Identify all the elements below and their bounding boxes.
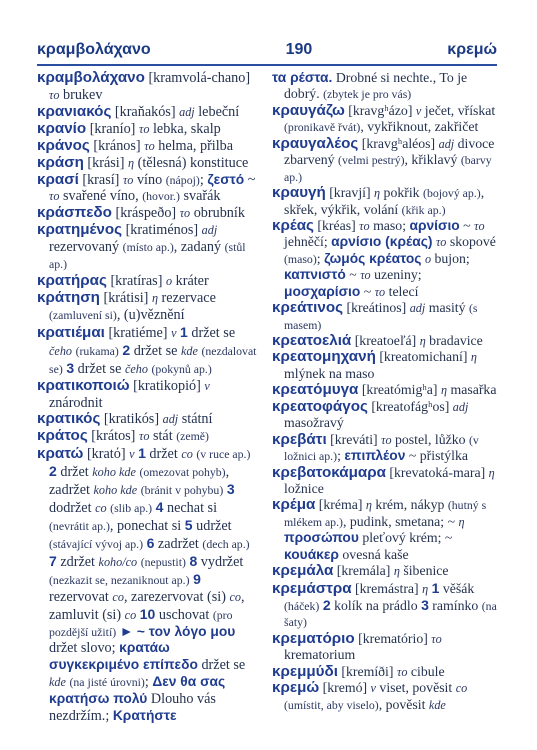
definition-text: ~	[360, 283, 375, 299]
headword: κρέμα	[272, 496, 316, 514]
dictionary-entry	[37, 172, 259, 206]
definition-text: ;	[337, 448, 345, 464]
definition-text: znárodnit	[49, 394, 103, 411]
grammar-label: το	[49, 87, 60, 102]
header-right-guide-word: κρεμώ	[447, 41, 497, 58]
headword: κρεατοελιά	[272, 332, 352, 349]
page-number: 190	[285, 41, 313, 58]
sense-number: 2	[322, 597, 331, 613]
header-left-guide-word: κραμβολάχανο	[37, 41, 151, 58]
grammar-label: η	[458, 514, 465, 529]
sense-number: 2	[49, 463, 57, 480]
grammar-label: co	[95, 501, 107, 516]
headword: κραυγαλέος	[272, 134, 359, 152]
grammar-label: η	[419, 334, 426, 348]
usage-note: (na šaty)	[284, 599, 497, 630]
definition-text: [kravjí]	[325, 185, 375, 201]
definition-text: pleťový krém; ~	[358, 530, 453, 546]
headword: κρεβατοκάμαρα	[272, 463, 386, 481]
grammar-label: το	[138, 429, 150, 444]
dictionary-entry	[37, 138, 259, 155]
definition-text: svařák	[179, 188, 221, 205]
grammar-label: η	[488, 465, 495, 480]
grammar-label: co	[181, 447, 193, 462]
usage-note: (maso)	[284, 251, 317, 266]
definition-text: [kratiménos]	[122, 222, 202, 239]
headword: κρεατόμυγα	[272, 381, 359, 399]
dictionary-entry	[272, 333, 500, 349]
usage-note: (rukama)	[75, 343, 119, 358]
definition-text: , pudink, smetana; ~	[342, 513, 459, 529]
sense-number: 3	[226, 481, 235, 498]
dictionary-entry	[272, 382, 500, 398]
definition-text: [kremála]	[333, 563, 394, 579]
dictionary-entry	[272, 580, 500, 631]
dictionary-entry	[272, 349, 500, 382]
definition-text: , zarezervovat (si)	[123, 588, 230, 605]
definition-text: mlýnek na maso	[284, 365, 375, 381]
grammar-label: koho kde	[92, 465, 136, 480]
dictionary-entry	[37, 378, 259, 412]
definition-text: lebeční	[194, 103, 240, 120]
usage-note: (háček)	[284, 599, 320, 613]
definition-text: [kremó]	[319, 680, 371, 696]
grammar-label: το	[359, 218, 370, 233]
headword: κραμβολάχανο	[37, 69, 145, 86]
headword: κρεμάλα	[272, 562, 334, 580]
right-column	[272, 70, 500, 713]
definition-text: [krános]	[89, 137, 145, 154]
definition-text: masitý	[425, 300, 469, 316]
definition-text: , (u)věznění	[116, 306, 185, 323]
definition-text: ~ přistýlka	[405, 448, 469, 464]
definition-text: [kratό]	[83, 446, 130, 463]
definition-text: divoce zbarvený	[284, 135, 495, 168]
definition-text: [kreatomichaní]	[375, 349, 471, 365]
grammar-label: η	[422, 581, 429, 596]
dictionary-entry	[272, 103, 500, 136]
grammar-label: η	[128, 155, 135, 170]
definition-text: dodržet	[49, 500, 96, 517]
definition-text: , ponechat si	[109, 517, 185, 534]
dictionary-entry	[37, 155, 259, 172]
definition-text: , zadržet	[49, 464, 230, 499]
definition-text: [kraňakós]	[111, 103, 180, 120]
grammar-label: koho/co	[98, 554, 138, 569]
definition-text: šibenice	[399, 563, 449, 579]
dictionary-entry	[272, 218, 500, 300]
definition-text: [krasí]	[78, 171, 123, 188]
phrase: Κρατήστε	[112, 708, 177, 724]
usage-note: (stávající vývoj ap.)	[49, 536, 144, 551]
grammar-label: adj	[162, 412, 179, 427]
definition-text: stát	[149, 428, 177, 445]
dictionary-entry	[37, 411, 259, 428]
dictionary-entry	[272, 497, 500, 563]
definition-text: [kratikopió]	[129, 377, 205, 394]
definition-text: držet se	[197, 657, 246, 674]
sense-number: 10	[139, 605, 156, 622]
definition-text: brukev	[59, 86, 103, 103]
definition-text: uschovat	[155, 606, 213, 623]
grammar-label: το	[138, 121, 150, 136]
phrase: κουάκερ	[284, 546, 339, 562]
sense-number: 2	[122, 341, 131, 358]
phrase: κρατάω συγκεκριμένο επίπεδο	[49, 640, 198, 673]
dictionary-entry	[272, 680, 500, 713]
usage-note: (pro pozdější užití)	[49, 607, 233, 639]
headword: κρανίο	[37, 119, 87, 137]
usage-note: (zbytek je pro vás)	[323, 87, 412, 102]
usage-note: (bránit v pohybu)	[140, 483, 224, 498]
dictionary-entry	[37, 205, 259, 222]
definition-text: , pověsit	[378, 696, 429, 712]
definition-text: bradavice	[425, 333, 483, 348]
definition-text: postel, lůžko	[391, 431, 469, 447]
dictionary-entry	[37, 445, 259, 725]
sense-number: 6	[146, 534, 155, 551]
usage-note: (pokynů ap.)	[151, 361, 212, 376]
dictionary-entry	[272, 70, 500, 103]
headword: κρατημένος	[37, 221, 123, 239]
grammar-label: adj	[438, 136, 455, 151]
grammar-label: co	[112, 589, 124, 604]
definition-text: zdržet	[56, 553, 99, 570]
definition-text: rezervovat	[49, 588, 113, 605]
grammar-label: adj	[201, 223, 218, 238]
definition-text: ~	[459, 217, 475, 233]
grammar-label: co	[229, 589, 242, 604]
headword: κρατώ	[37, 445, 84, 463]
dictionary-entry	[272, 631, 500, 664]
grammar-label: v	[415, 103, 422, 118]
usage-note: (v ložnici ap.)	[284, 432, 479, 464]
definition-text: maso;	[369, 217, 410, 233]
grammar-label: adj	[452, 399, 469, 414]
usage-note: (místo ap.)	[122, 240, 174, 255]
usage-note: (zamluvení si)	[49, 307, 117, 322]
definition-text: [kréas]	[313, 217, 360, 233]
grammar-label: το	[396, 664, 408, 679]
definition-text: nechat si	[163, 500, 218, 517]
headword: κρεατομηχανή	[272, 348, 376, 366]
sense-number: 3	[66, 359, 75, 376]
definition-text: [kreatoeľá]	[351, 333, 420, 348]
grammar-label: v	[370, 681, 376, 696]
grammar-label: το	[49, 189, 60, 204]
definition-text: [kreátinos]	[343, 300, 410, 316]
definition-text: ramínko	[428, 598, 482, 613]
dictionary-entry	[37, 273, 259, 290]
usage-note: (pronikavě řvát)	[284, 120, 361, 135]
grammar-label: το	[474, 218, 485, 233]
sense-number: 5	[184, 516, 193, 533]
dictionary-entry	[272, 563, 500, 579]
usage-note: (umístit, aby viselo)	[284, 697, 379, 712]
sense-number: 9	[193, 570, 201, 587]
phrase: προσώπου	[284, 530, 359, 546]
grammar-label: co	[124, 607, 137, 622]
grammar-label: koho kde	[93, 483, 138, 498]
definition-text: [krevatoká-mara]	[385, 464, 489, 480]
headword: κρασί	[37, 170, 79, 188]
definition-text: vydržet	[197, 553, 244, 570]
phrase: καπνιστό	[284, 267, 346, 283]
headword: κρεμμύδι	[272, 662, 338, 680]
dictionary-entry	[272, 465, 500, 498]
definition-text: držet slovo;	[49, 640, 120, 657]
definition-text: [kramvolá-chano]	[144, 70, 251, 86]
definition-text: svařené víno,	[59, 188, 143, 205]
definition-text: [kratiéme]	[104, 324, 172, 341]
dictionary-entry	[37, 290, 259, 324]
definition-text: rezervovaný	[49, 239, 123, 256]
definition-text: cibule	[407, 663, 445, 679]
usage-note: (bojový ap.)	[423, 186, 481, 201]
headword: κρεβάτι	[272, 430, 327, 448]
dictionary-entry	[272, 300, 500, 333]
definition-text: rezervace	[158, 289, 216, 306]
headword: κρέας	[272, 216, 314, 234]
usage-note: (hutný s mlékem ap.)	[284, 498, 487, 529]
grammar-label: v	[129, 447, 135, 462]
phrase: ζωμός κρέατος	[324, 250, 422, 266]
definition-text: , křiklavý	[404, 152, 461, 168]
usage-note: (slib ap.)	[110, 501, 153, 516]
usage-note: (barvy ap.)	[284, 153, 492, 184]
dictionary-entry	[37, 121, 259, 138]
usage-note: (křik ap.)	[401, 202, 446, 217]
grammar-label: το	[179, 206, 191, 221]
usage-note: (dech ap.)	[202, 536, 250, 551]
grammar-label: το	[144, 138, 155, 153]
dictionary-entry	[37, 70, 259, 104]
page-header	[37, 38, 497, 62]
grammar-label: ο	[165, 274, 173, 289]
definition-text: krém, nákyp	[371, 497, 448, 513]
definition-text: [kremástra]	[351, 580, 423, 596]
definition-text: [kreatómigʰa]	[358, 382, 441, 398]
definition-text: kráter	[172, 273, 209, 290]
grammar-label: čeho	[49, 343, 73, 358]
definition-text: držet se	[130, 342, 181, 359]
definition-text: [kréma]	[315, 497, 366, 513]
grammar-label: čeho	[124, 361, 148, 376]
grammar-label: η	[374, 186, 381, 201]
usage-note: (omezovat pohyb)	[139, 465, 226, 480]
definition-text: [kratikós]	[100, 411, 163, 428]
sense-number: 3	[421, 597, 429, 613]
header-rule	[37, 64, 497, 66]
headword: κράνος	[37, 136, 90, 154]
headword: κρεάτινος	[272, 299, 344, 317]
grammar-label: kde	[180, 343, 198, 358]
definition-text: ;	[144, 674, 153, 691]
definition-text: skopové	[446, 234, 496, 250]
headword: κράτος	[37, 427, 88, 445]
grammar-label: adj	[179, 104, 195, 119]
definition-text: zadržet	[154, 535, 203, 552]
usage-note: (nevrátit ap.)	[49, 518, 110, 533]
definition-text: držet	[56, 464, 93, 481]
dictionary-entry	[272, 136, 500, 185]
definition-text: [kreváti]	[326, 431, 382, 447]
definition-text: [krematório]	[354, 630, 432, 646]
grammar-label: η	[393, 564, 400, 579]
grammar-label: το	[122, 172, 134, 187]
definition-text: státní	[178, 411, 213, 428]
sense-number: 1	[138, 445, 146, 462]
headword: κρανιακός	[37, 102, 112, 120]
definition-text: ovesná kaše	[338, 546, 409, 562]
definition-text: [kráspeðo]	[111, 205, 180, 222]
headword: κραυγάζω	[272, 101, 345, 119]
definition-text: [kratíras]	[106, 273, 166, 290]
phrase: αρνίσιο	[409, 217, 460, 233]
headword: κρεμάστρα	[272, 579, 352, 597]
sense-number: 1	[180, 323, 188, 340]
definition-text: ~	[244, 171, 256, 188]
phrase: αρνίσιο (κρέας)	[331, 234, 433, 250]
grammar-label: v	[204, 378, 210, 393]
grammar-label: kde	[428, 697, 446, 712]
sense-number: 1	[431, 579, 440, 596]
phrase: μοσχαρίσιο	[284, 283, 361, 299]
phrase: ►	[119, 623, 134, 639]
dictionary-entry	[37, 222, 259, 273]
headword: κράσπεδο	[37, 204, 112, 222]
phrase: επιπλέον	[344, 448, 406, 464]
definition-text: lebka, skalp	[149, 120, 221, 137]
definition-text: [krátisi]	[99, 289, 152, 306]
headword: κρεατοφάγος	[272, 397, 368, 415]
usage-note: (nápoj)	[165, 172, 200, 187]
usage-note: (hovor.)	[142, 189, 180, 204]
phrase: ζεστό	[207, 171, 245, 187]
definition-text: [kreatofágʰos]	[367, 398, 453, 414]
definition-text: masožravý	[284, 415, 344, 431]
usage-note: (stůl ap.)	[49, 240, 246, 272]
definition-text: [kranío]	[86, 120, 139, 137]
dictionary-entry	[272, 399, 500, 432]
headword: κρεματόριο	[272, 629, 355, 647]
definition-text: pokřik	[380, 185, 424, 201]
definition-text: [krátos]	[87, 428, 139, 445]
grammar-label: η	[365, 498, 372, 513]
usage-note: (s masem)	[284, 301, 478, 332]
grammar-label: co	[455, 681, 468, 696]
definition-text: [kravgʰázo]	[344, 102, 416, 118]
sense-number: 8	[189, 552, 198, 569]
definition-text: , zamluvit (si)	[49, 588, 245, 623]
grammar-label: το	[431, 631, 442, 646]
grammar-label: η	[470, 350, 477, 365]
grammar-label: το	[381, 432, 392, 447]
definition-text: držet se	[74, 360, 125, 377]
definition-text: bujon;	[431, 250, 470, 266]
grammar-label: adj	[409, 301, 426, 316]
phrase: ~ τον λόγο μου	[136, 623, 236, 639]
definition-text: , skřek, výkřik, volání	[284, 185, 485, 217]
definition-text: krematorium	[284, 647, 356, 663]
headword: κρατιέμαι	[37, 323, 105, 341]
definition-text: viset, pověsit	[375, 680, 456, 696]
definition-text: [kremíði]	[337, 663, 397, 679]
definition-text: věšák	[439, 580, 475, 596]
grammar-label: το	[374, 284, 386, 299]
dictionary-entry	[272, 664, 500, 680]
definition-text: víno	[133, 171, 166, 188]
usage-note: (nezkazit se, nezaniknout ap.)	[49, 572, 190, 587]
grammar-label: η	[440, 383, 448, 398]
definition-text: obrubník	[190, 205, 245, 222]
grammar-label: η	[151, 290, 158, 305]
usage-note: (na jisté úrovni)	[69, 675, 145, 690]
definition-text: ječet, vřískat	[421, 102, 496, 118]
grammar-label: kde	[49, 675, 66, 690]
headword: κρατικός	[37, 410, 101, 428]
phrase: τα ρέστα.	[272, 70, 333, 85]
sense-number: 4	[155, 499, 164, 516]
headword: κρατικοποιώ	[37, 376, 130, 394]
usage-note: (nepustit)	[140, 554, 186, 569]
dictionary-entry	[37, 428, 259, 445]
grammar-label: ο	[424, 251, 432, 266]
usage-note: (v ruce ap.)	[196, 447, 251, 462]
grammar-label: v	[171, 325, 177, 340]
definition-text: uzeniny;	[370, 267, 422, 283]
definition-text: ložnice	[284, 480, 324, 496]
definition-text: telecí	[385, 283, 419, 299]
usage-note: (země)	[176, 429, 209, 444]
headword: κρατήρας	[37, 272, 107, 290]
grammar-label: το	[360, 268, 371, 283]
definition-text: [krási]	[83, 154, 128, 171]
headword: κρεμώ	[272, 679, 320, 697]
headword: κραυγή	[272, 184, 326, 202]
definition-text: [kravgʰaléos]	[358, 135, 439, 151]
definition-text: držet se	[187, 324, 236, 341]
definition-text: ~	[345, 267, 361, 283]
definition-text: , vykřiknout, zakřičet	[360, 119, 479, 135]
sense-number: 7	[49, 552, 57, 569]
dictionary-entry	[272, 185, 500, 218]
definition-text: , zadaný	[173, 239, 225, 256]
grammar-label: το	[435, 235, 447, 250]
dictionary-entry	[37, 324, 259, 378]
headword: κράση	[37, 153, 84, 171]
phrase: Δεν θα σας κρατήσω πολύ	[49, 674, 226, 707]
definition-text: ;	[199, 171, 208, 188]
headword: κράτηση	[37, 288, 100, 306]
definition-text: jehněčí;	[284, 234, 332, 250]
definition-text: (tělesná) konstituce	[134, 154, 249, 171]
definition-text: držet	[145, 446, 182, 463]
definition-text: Drobné si nechte., To je dobrý.	[284, 70, 468, 102]
usage-note: (nezdalovat se)	[49, 343, 257, 376]
usage-note: (velmi pestrý)	[338, 153, 405, 168]
definition-text: kolík na prádlo	[330, 598, 422, 613]
dictionary-entry	[37, 104, 259, 121]
definition-text: Dlouho vás nezdržím.;	[49, 691, 216, 725]
definition-text: udržet	[192, 517, 232, 534]
dictionary-entry	[272, 432, 500, 465]
definition-text: masařka	[447, 382, 497, 398]
definition-text: helma, přilba	[154, 137, 234, 154]
definition-text: ;	[316, 250, 325, 266]
left-column	[37, 70, 259, 725]
